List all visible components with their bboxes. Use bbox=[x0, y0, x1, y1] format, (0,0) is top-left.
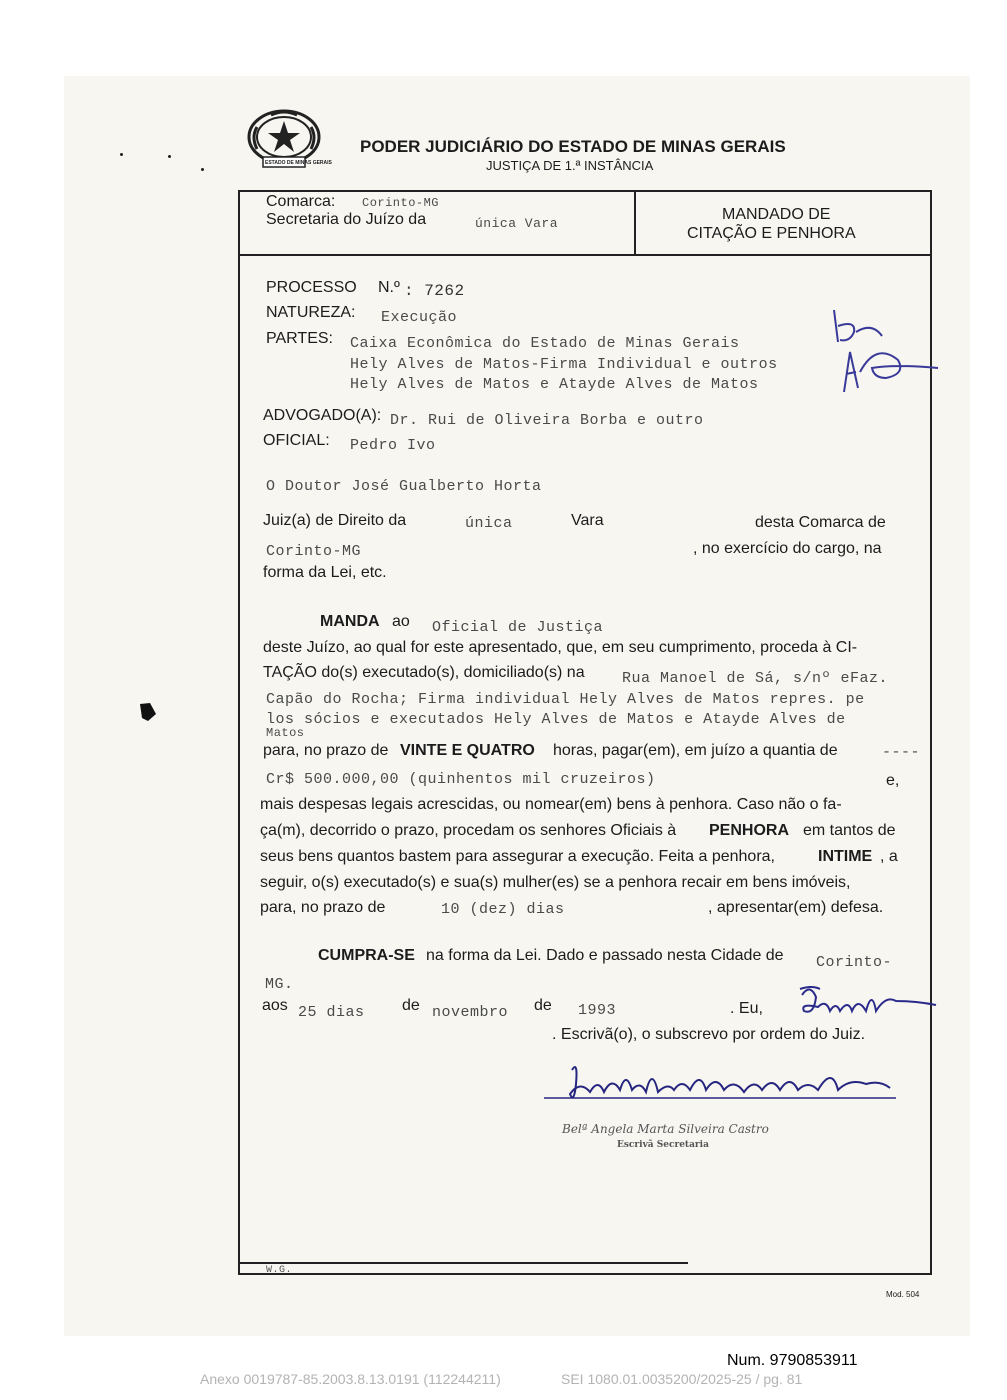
stray-mark bbox=[120, 153, 123, 156]
punch-hole-mark bbox=[136, 700, 160, 724]
advogado-label: ADVOGADO(A): bbox=[263, 407, 382, 424]
text-segment: ça(m), decorrido o prazo, procedam os senhores Oficiais à bbox=[260, 822, 677, 839]
text-line: deste Juízo, ao qual for este apresentado, que, em seu cumprimento, proceda à CI- bbox=[263, 639, 858, 656]
endereco-line: Matos bbox=[266, 726, 305, 740]
eu-label: . Eu, bbox=[730, 1000, 763, 1017]
penhora-bold: PENHORA bbox=[709, 822, 790, 839]
annex-reference: Anexo 0019787-85.2003.8.13.0191 (112244211) bbox=[200, 1371, 501, 1387]
text-segment: para, no prazo de bbox=[260, 899, 386, 916]
juiz-label: Juiz(a) de Direito da bbox=[263, 512, 407, 529]
processo-value: : 7262 bbox=[404, 282, 465, 300]
oficial-justica-value: Oficial de Justiça bbox=[432, 619, 604, 636]
endereco-line: Capão do Rocha; Firma individual Hely Alves de Matos repres. pe bbox=[266, 691, 865, 708]
handwritten-signature bbox=[540, 1060, 900, 1110]
text-segment: , apresentar(em) defesa. bbox=[708, 899, 884, 916]
secretaria-value: única Vara bbox=[475, 216, 559, 231]
text-segment: horas, pagar(em), em juízo a quantia de bbox=[553, 742, 838, 759]
de-label: de bbox=[534, 997, 552, 1014]
comarca-de-label: desta Comarca de bbox=[755, 514, 886, 531]
prazo-dias-value: 10 (dez) dias bbox=[441, 901, 565, 918]
secretaria-label: Secretaria do Juízo da bbox=[266, 211, 427, 228]
natureza-value: Execução bbox=[381, 309, 458, 326]
vara-label: Vara bbox=[571, 512, 604, 529]
form-model: Mod. 504 bbox=[886, 1290, 920, 1299]
court-title: PODER JUDICIÁRIO DO ESTADO DE MINAS GERAIS bbox=[360, 137, 786, 156]
cumpra-se-bold: CUMPRA-SE bbox=[318, 947, 415, 964]
footer-code: W.G. bbox=[266, 1265, 293, 1276]
footer-rule bbox=[238, 1262, 688, 1264]
endereco-line: Rua Manoel de Sá, s/nº eFaz. bbox=[622, 670, 889, 687]
handwritten-signature bbox=[796, 985, 941, 1025]
text-segment: em tantos de bbox=[803, 822, 896, 839]
text-segment: seus bens quantos bastem para assegurar a execução. Feita a penhora, bbox=[260, 848, 775, 865]
vinte-quatro-bold: VINTE E QUATRO bbox=[400, 742, 535, 759]
mes-value: novembro bbox=[432, 1004, 509, 1021]
stamp-name: Belª Angela Marta Silveira Castro bbox=[562, 1122, 769, 1136]
processo-no-label: N.º bbox=[378, 279, 400, 296]
text-segment: e, bbox=[886, 772, 900, 789]
manda-bold: MANDA bbox=[320, 613, 380, 630]
handwritten-initials bbox=[826, 302, 941, 398]
document-number: Num. 9790853911 bbox=[727, 1352, 858, 1369]
text-segment: , a bbox=[880, 848, 898, 865]
top-box-divider bbox=[238, 254, 932, 256]
escriva-text: . Escrivã(o), o subscrevo por ordem do Juiz. bbox=[552, 1026, 866, 1043]
cidade-value: Corinto- bbox=[816, 954, 893, 971]
comarca-value: Corinto-MG bbox=[362, 196, 440, 210]
endereco-line: los sócios e executados Hely Alves de Matos e Atayde Alves de bbox=[266, 711, 846, 728]
oficial-label: OFICIAL: bbox=[263, 432, 330, 449]
oficial-value: Pedro Ivo bbox=[350, 437, 436, 454]
partes-label: PARTES: bbox=[266, 330, 333, 347]
partes-line: Hely Alves de Matos e Atayde Alves de Matos bbox=[350, 376, 759, 393]
dia-value: 25 dias bbox=[298, 1004, 365, 1021]
stamp-role: Escrivã Secretaria bbox=[617, 1140, 709, 1150]
natureza-label: NATUREZA: bbox=[266, 304, 356, 321]
forma-lei-text: forma da Lei, etc. bbox=[263, 564, 387, 581]
quantia-value: Cr$ 500.000,00 (quinhentos mil cruzeiros) bbox=[266, 771, 656, 788]
text-segment: na forma da Lei. Dado e passado nesta Cidade de bbox=[426, 947, 784, 964]
text-line: TAÇÃO do(s) executado(s), domiciliado(s) na bbox=[263, 664, 585, 681]
text-line: seguir, o(s) executado(s) e sua(s) mulher(es) se a penhora recair em bens imóveis, bbox=[260, 874, 851, 891]
juiz-vara-value: única bbox=[465, 515, 513, 532]
exercicio-text: , no exercício do cargo, na bbox=[693, 540, 882, 557]
comarca-label: Comarca: bbox=[266, 193, 336, 210]
ano-value: 1993 bbox=[578, 1002, 617, 1019]
partes-line: Caixa Econômica do Estado de Minas Gerais bbox=[350, 335, 740, 352]
text-segment: para, no prazo de bbox=[263, 742, 389, 759]
doutor-line: O Doutor José Gualberto Horta bbox=[266, 478, 542, 495]
sei-reference: SEI 1080.01.0035200/2025-25 / pg. 81 bbox=[561, 1371, 803, 1387]
doc-type-line-1: MANDADO DE bbox=[722, 206, 831, 223]
partes-line: Hely Alves de Matos-Firma Individual e outros bbox=[350, 356, 778, 373]
stray-mark bbox=[168, 155, 171, 158]
comarca-city: Corinto-MG bbox=[266, 543, 362, 560]
aos-label: aos bbox=[262, 997, 288, 1014]
stray-mark bbox=[201, 168, 204, 171]
manda-ao: ao bbox=[392, 613, 410, 630]
dashes: ---- bbox=[882, 744, 921, 761]
advogado-value: Dr. Rui de Oliveira Borba e outro bbox=[390, 412, 704, 429]
cidade-value: MG. bbox=[265, 976, 294, 993]
intime-bold: INTIME bbox=[818, 848, 873, 865]
court-subtitle: JUSTIÇA DE 1.ª INSTÂNCIA bbox=[486, 158, 654, 173]
de-label: de bbox=[402, 997, 420, 1014]
doc-type-line-2: CITAÇÃO E PENHORA bbox=[687, 225, 856, 242]
text-line: mais despesas legais acrescidas, ou nomear(em) bens à penhora. Caso não o fa- bbox=[260, 796, 842, 813]
seal-text: ESTADO DE MINAS GERAIS bbox=[265, 160, 332, 166]
processo-label: PROCESSO bbox=[266, 279, 357, 296]
top-box-separator bbox=[634, 190, 636, 254]
